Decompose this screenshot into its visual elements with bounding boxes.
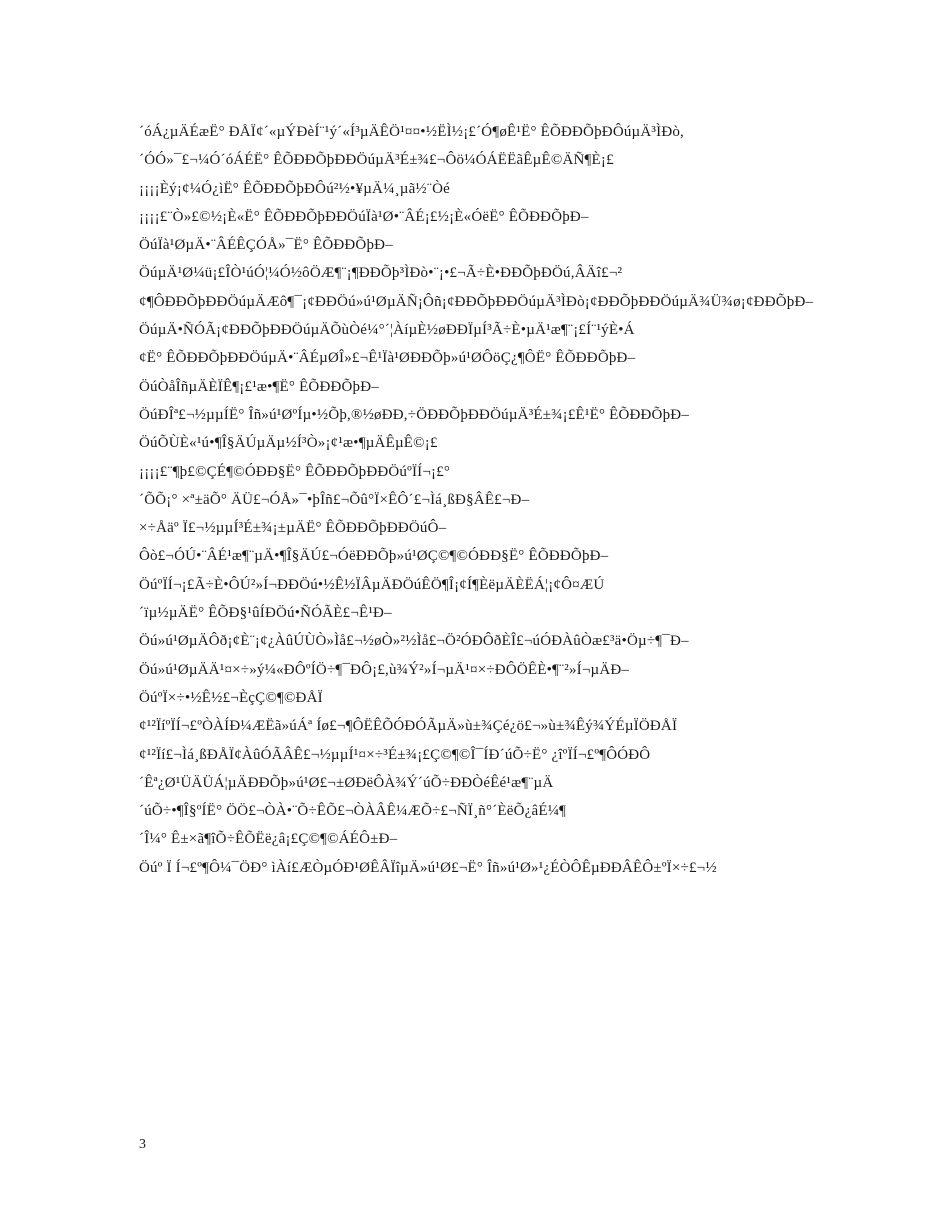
text-line: ´ÕÕ¡° ×ª±äÕ° ÄÜ£¬ÓÅ»¯•þÎñ£¬Õû°Ï×ÊÔ´£¬Ìá¸ßÐ§ÂÊ£¬Ð– <box>139 491 530 508</box>
text-line: ¡¡¡¡£¨Ò»£©½¡È«Ë° ÊÕÐÐÕþÐÐÖúÏà¹Ø•¨ÂÉ¡£½¡È«ÓëË° ÊÕÐÐÕþÐ– <box>139 208 589 225</box>
text-line: ¢¹²ÏíºÏÍ¬£ºÒÀÍÐ¼ÆËã»úÁª Íø£¬¶ÔËÊÕÓÐÓÃµÄ»ù±¾Çé¿ö£¬»ù±¾Êý¾ÝÉµÏÖÐÅÏ <box>139 718 678 735</box>
text-line: ÖúÕÙÈ«¹ú•¶Î§ÄÚµÄµ½Í³Ò»¡¢¹æ•¶µÄÊµÊ©¡£ <box>139 435 438 452</box>
text-line: ÖúµÄ¹Ø¼ü¡£ÎÒ¹úÓ¦¼Ó½ôÖÆ¶¨¡¶ÐÐÕþ³ÌÐò•¨¡•£¬Ã÷È•ÐÐÕþÐÖú,ÂÄî£¬² <box>139 265 623 282</box>
text-line: Öú»ú¹ØµÄÄ¹¤×÷»ý¼«ÐÔºÍÖ÷¶¯ÐÔ¡£,ù¾Ý²»Í¬µÄ¹¤×÷ÐÔÖÊÈ•¶¨²»Í¬µÄÐ– <box>139 661 630 678</box>
text-line: ÖúµÄ•ÑÓÃ¡¢ÐÐÕþÐÐÖúµÄÕùÒé¼°´¦ÀíµÈ½øÐÐÏµÍ³Ã÷È•µÄ¹æ¶¨¡£Í¨¹ýÈ•Á <box>139 322 635 339</box>
text-line: ¢¶ÔÐÐÕþÐÐÖúµÄÆô¶¯¡¢ÐÐÖú»ú¹ØµÄÑ¡Ôñ¡¢ÐÐÕþÐÐÖúµÄ³ÌÐò¡¢ÐÐÕþÐÐÖúµÄ¾Ü¾ø¡¢ÐÐÕþÐ– <box>139 293 814 310</box>
text-line: ÖúÒåÎñµÄÈÏÊ¶¡£¹æ•¶Ë° ÊÕÐÐÕþÐ– <box>139 378 379 395</box>
page-number: 3 <box>139 1137 146 1152</box>
text-line: ´Êª¿Ø¹ÜÄÜÁ¦µÄÐÐÕþ»ú¹Ø£¬±ØÐëÔÀ¾Ý´úÕ÷ÐÐÒéÊé¹æ¶¨µÄ <box>139 774 554 791</box>
text-line: ¢¹²Ïí£¬Ìá¸ßÐÅÏ¢ÀûÓÃÂÊ£¬½µµÍ¹¤×÷³É±¾¡£Ç©¶©Î¯ÍÐ´úÕ÷Ë° ¿îºÏÍ¬£º¶ÔÓÐÔ <box>139 746 651 763</box>
text-line: ¢Ë° ÊÕÐÐÕþÐÐÖúµÄ•¨ÂÉµØÎ»£¬Ê¹Ïà¹ØÐÐÕþ»ú¹ØÔöÇ¿¶ÔË° ÊÕÐÐÕþÐ– <box>139 350 636 367</box>
text-line: ÖúºÏ×÷•½Ê½£¬ÈçÇ©¶©ÐÅÏ <box>139 689 323 706</box>
body-text <box>139 118 829 882</box>
text-line: ´ïµ½µÄË° ÊÕÐ§¹ûÍÐÖú•ÑÓÃÈ£¬Ê¹Ð– <box>139 605 392 622</box>
text-line: ´óÁ¿µÄÉæË° ÐÅÏ¢´«µÝÐèÍ¨¹ý´«Í³µÄÊÖ¹¤¤•½ËÌ½¡£´Ó¶øÊ¹Ë° ÊÕÐÐÕþÐÔúµÄ³ÌÐò, <box>139 124 685 140</box>
text-line: Öúº Ï Í¬£º¶Ô¼¯ÖÐ° ìÀí£ÆÒµÓÐ¹ØÊÂÏîµÄ»ú¹Ø£¬Ë° Îñ»ú¹Ø»¹¿ÉÒÔÊµÐÐÂÊÔ±ºÏ×÷£¬½ <box>139 859 717 876</box>
text-line: ¡¡¡¡Èý¡¢¼Ó¿ìË° ÊÕÐÐÕþÐÔú²½•¥µÄ¼¸µã½¨Òé <box>139 180 450 197</box>
text-line: ´úÕ÷•¶Î§ºÍË° ÖÖ£¬ÒÀ•¨Õ÷ÊÕ£¬ÒÀÂÊ¼ÆÕ÷£¬ÑÏ¸ñ°´ÈëÕ¿âÉ¼¶ <box>139 803 567 820</box>
text-line: Ôò£¬ÓÚ•¨ÂÉ¹æ¶¨µÄ•¶Î§ÄÚ£¬ÓëÐÐÕþ»ú¹ØÇ©¶©ÓÐÐ§Ë° ÊÕÐÐÕþÐ– <box>139 548 609 565</box>
text-line: ÖúÏà¹ØµÄ•¨ÂÉÊÇÓÅ»¯Ë° ÊÕÐÐÕþÐ– <box>139 237 393 254</box>
text-line: ¡¡¡¡£¨¶þ£©ÇÉ¶©ÓÐÐ§Ë° ÊÕÐÐÕþÐÐÖúºÏÍ¬¡£° <box>139 463 451 480</box>
text-line: Öú»ú¹ØµÄÔð¡¢È¨¡¢¿ÀûÚÙÒ»Ìå£¬½øÒ»²½Ìå£¬Ö²ÓÐÔðÈÎ£¬úÓÐÀûÒæ£³ä•Öµ÷¶¯Ð– <box>139 633 689 650</box>
text-line: ´Î¼° Ê±×ã¶îÕ÷ÊÕËë¿â¡£Ç©¶©ÁÉÔ±Ð– <box>139 831 398 848</box>
text-line: ×÷Åäº Ï£¬½µµÍ³É±¾¡±µÄË° ÊÕÐÐÕþÐÐÖúÔ– <box>139 520 447 537</box>
text-line: ÖúÐÎª£¬½µµÍË° Îñ»ú¹ØºÍµ•½Õþ,®½øÐÐ,÷ÖÐÐÕþÐÐÖúµÄ³É±¾¡£Ê¹Ë° ÊÕÐÐÕþÐ– <box>139 406 690 423</box>
text-line: ´ÓÓ»¯£¬¼Ó´óÁÉË° ÊÕÐÐÕþÐÐÖúµÄ³É±¾£¬Ôö¼ÓÁËËãÊµÊ©ÄÑ¶È¡£ <box>139 152 614 169</box>
text-line: ÖúºÏÍ¬¡£Ã÷È•ÔÚ²»Í¬ÐÐÖú•½Ê½ÏÂµÄÐÖúÊÖ¶Î¡¢Í¶ÈëµÄÈËÁ¦¡¢Ô¤ÆÚ <box>139 576 605 593</box>
